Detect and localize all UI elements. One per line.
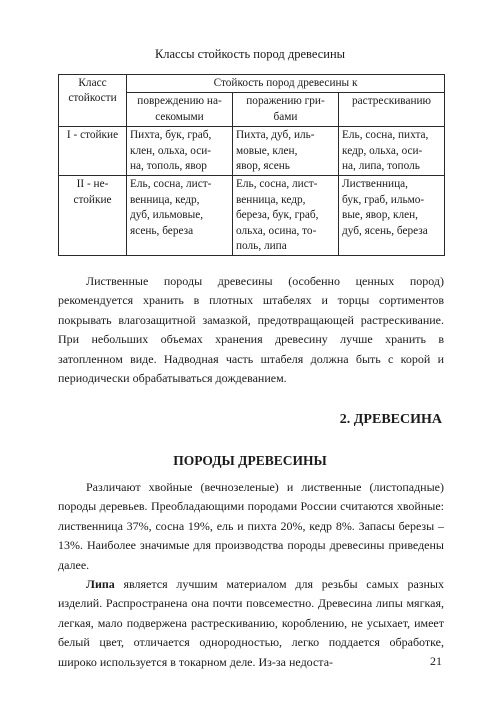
header-group-cell: Стойкость пород древесины к bbox=[127, 75, 445, 93]
chapter-heading: 2. ДРЕВЕСИНА bbox=[339, 412, 442, 427]
class-cell bbox=[59, 176, 127, 256]
cell-line: на, липа, тополь bbox=[342, 160, 420, 173]
header-insects-cell bbox=[127, 93, 233, 127]
cell-line: клен, ольха, оси- bbox=[130, 144, 212, 157]
header-class-line: Класс bbox=[78, 77, 107, 89]
section-heading: ПОРОДЫ ДРЕВЕСИНЫ bbox=[173, 453, 327, 468]
cell-line: Ель, сосна, лист- bbox=[130, 178, 212, 191]
body-text-block bbox=[58, 478, 444, 672]
cell-line: вые, явор, клен, bbox=[342, 209, 418, 222]
cell-line: береза, бук, граб, bbox=[236, 209, 319, 222]
header-line: бами bbox=[273, 110, 298, 123]
species-paragraph: Различают хвойные (вечнозеленые) и лиственные (листопадные) породы деревьев. Преобладающими породами России считаются хвойные: лиственница 37%, сосна 19%, ель и пихта 20%, кедр 8%. Запасы березы – 13%. Наиболее значимые для производства породы древесины приведены далее. bbox=[58, 480, 444, 572]
header-line: поражению гри- bbox=[246, 95, 325, 108]
cell-line: ясень, береза bbox=[130, 224, 194, 237]
cell-line: венница, кедр, bbox=[130, 193, 200, 206]
table-caption: Классы стойкость пород древесины bbox=[154, 47, 346, 61]
cell-line: на, тополь, явор bbox=[130, 160, 207, 173]
resistance-table bbox=[58, 74, 445, 256]
cell-line: Пихта, бук, граб, bbox=[130, 129, 212, 142]
class-line: I - стойкие bbox=[66, 129, 119, 142]
table-row bbox=[59, 127, 445, 176]
header-fungi-cell bbox=[233, 93, 339, 127]
table-cell bbox=[339, 176, 445, 256]
header-line: повреждению на- bbox=[137, 95, 222, 108]
table-cell bbox=[127, 127, 233, 176]
table-cell bbox=[233, 127, 339, 176]
linden-text: является лучшим материалом для резьбы самых разных изделий. Распространена она почти повсеместно. Древесина липы мягкая, легкая, мало подвержена растрескиванию, короблению, не усыхает, имеет белый цвет, отличается однородностью, легко поддается обработке, широко используется в токарном деле. Из-за недоста- bbox=[58, 577, 444, 669]
cell-line: ольха, осина, то- bbox=[236, 224, 317, 237]
class-line: II - не- bbox=[76, 178, 109, 191]
cell-line: Ель, сосна, пихта, bbox=[342, 129, 429, 142]
page-number: 21 bbox=[430, 654, 442, 668]
cell-line: поль, липа bbox=[236, 240, 287, 253]
cell-line: мовые, клен, bbox=[236, 144, 298, 157]
cell-line: дуб, ясень, береза bbox=[342, 224, 428, 237]
class-line: стойкие bbox=[73, 193, 112, 206]
header-line: растрескиванию bbox=[352, 95, 431, 108]
cell-line: венница, кедр, bbox=[236, 193, 306, 206]
cell-line: Лиственница, bbox=[342, 178, 408, 191]
table-header-row bbox=[59, 75, 445, 93]
table-cell bbox=[127, 176, 233, 256]
header-line: секомыми bbox=[155, 110, 204, 123]
header-class-cell bbox=[59, 75, 127, 127]
cell-line: явор, ясень bbox=[236, 160, 290, 173]
header-class-line: стойкости bbox=[68, 92, 117, 105]
storage-paragraph-block bbox=[58, 272, 444, 388]
cell-line: Пихта, дуб, иль- bbox=[236, 129, 315, 142]
class-cell bbox=[59, 127, 127, 176]
table-cell bbox=[339, 127, 445, 176]
cell-line: Ель, сосна, лист- bbox=[236, 178, 318, 191]
linden-paragraph bbox=[58, 575, 444, 672]
cell-line: бук, граб, ильмо- bbox=[342, 193, 425, 206]
table-cell bbox=[233, 176, 339, 256]
header-cracking-cell bbox=[339, 93, 445, 127]
table-row bbox=[59, 176, 445, 256]
linden-term: Липа bbox=[86, 577, 115, 592]
cell-line: кедр, ольха, оси- bbox=[342, 144, 423, 157]
storage-paragraph: Лиственные породы древесины (особенно ценных пород) рекомендуется хранить в плотных штабелях и торцы сортиментов покрывать влагозащитной замазкой, предотвращающей растрескивание. При небольших объемах хранения древесину лучше хранить в затопленном виде. Надводная часть штабеля должна быть с корой и периодически обрабатываться дождеванием. bbox=[58, 274, 444, 386]
cell-line: дуб, ильмовые, bbox=[130, 209, 204, 222]
